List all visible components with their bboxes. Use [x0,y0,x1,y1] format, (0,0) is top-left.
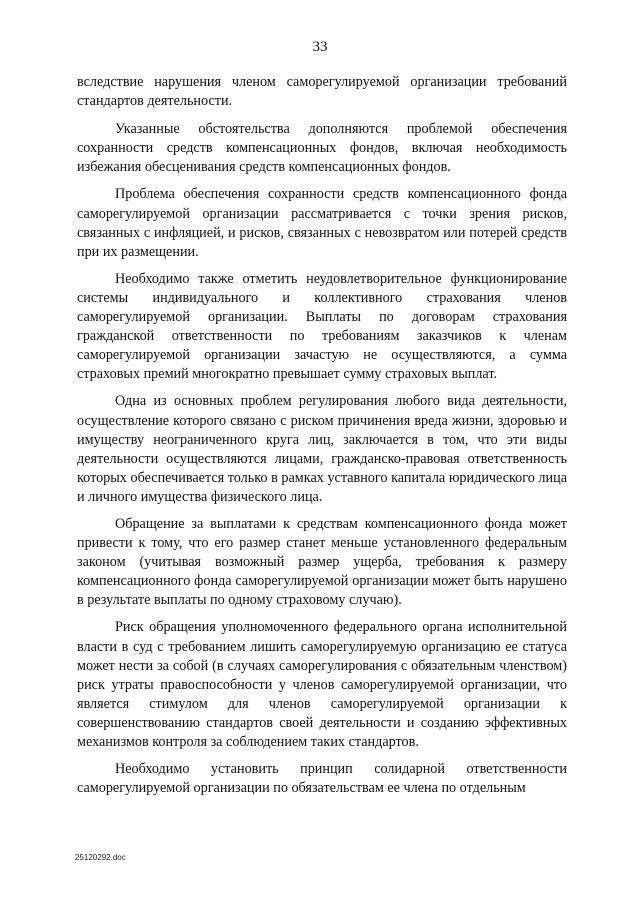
paragraph-2: Указанные обстоятельства дополняются проблемой обеспечения сохранности средств компенсационных фондов, включая необходимость избежания обесценивания средств компенсационных фондов. [77,121,567,176]
paragraph-7: Риск обращения уполномоченного федерального органа исполнительной власти в суд с требованием лишить саморегулируемую организацию ее статуса может нести за собой (в случаях саморегулирования с обязательным членством) риск утраты правоспособности у членов саморегулируемой организации, что является стимулом для членов саморегулируемой организации к совершенствованию стандартов своей деятельности и созданию эффективных механизмов контроля за соблюдением таких стандартов. [77,619,567,750]
page-number: 33 [312,39,328,55]
paragraph-8: Необходимо установить принцип солидарной ответственности саморегулируемой организации по обязательствам ее члена по отдельным [77,761,567,797]
paragraph-1: вследствие нарушения членом саморегулируемой организации требований стандартов деятельности. [77,74,567,110]
paragraph-3: Проблема обеспечения сохранности средств компенсационного фонда саморегулируемой организации рассматривается с точки зрения рисков, связанных с инфляцией, и рисков, связанных с невозвратом или потерей средств при их размещении. [77,186,567,260]
document-body [77,73,567,806]
paragraph-4: Необходимо также отметить неудовлетворительное функционирование системы индивидуального и коллективного страхования членов саморегулируемой организации. Выплаты по договорам страхования гражданской ответственности по требованиям заказчиков к членам саморегулируемой организации зачастую не осуществляются, а сумма страховых премий многократно превышает сумму страховых выплат. [77,270,567,383]
paragraph-6: Обращение за выплатами к средствам компенсационного фонда может привести к тому, что его размер станет меньше установленного федеральным законом (учитывая возможный размер ущерба, требования к размеру компенсационного фонда саморегулируемой организации может быть нарушено в результате выплаты по одному страховому случаю). [77,515,567,609]
footer-filename: 25120292.doc [75,853,126,862]
paragraph-5: Одна из основных проблем регулирования любого вида деятельности, осуществление которого связано с риском причинения вреда жизни, здоровью и имуществу неограниченного круга лиц, заключается в том, что эти виды деятельности осуществляются лицами, гражданско-правовая ответственность которых обеспечивается только в рамках уставного капитала юридического лица и личного имущества физического лица. [77,393,567,505]
